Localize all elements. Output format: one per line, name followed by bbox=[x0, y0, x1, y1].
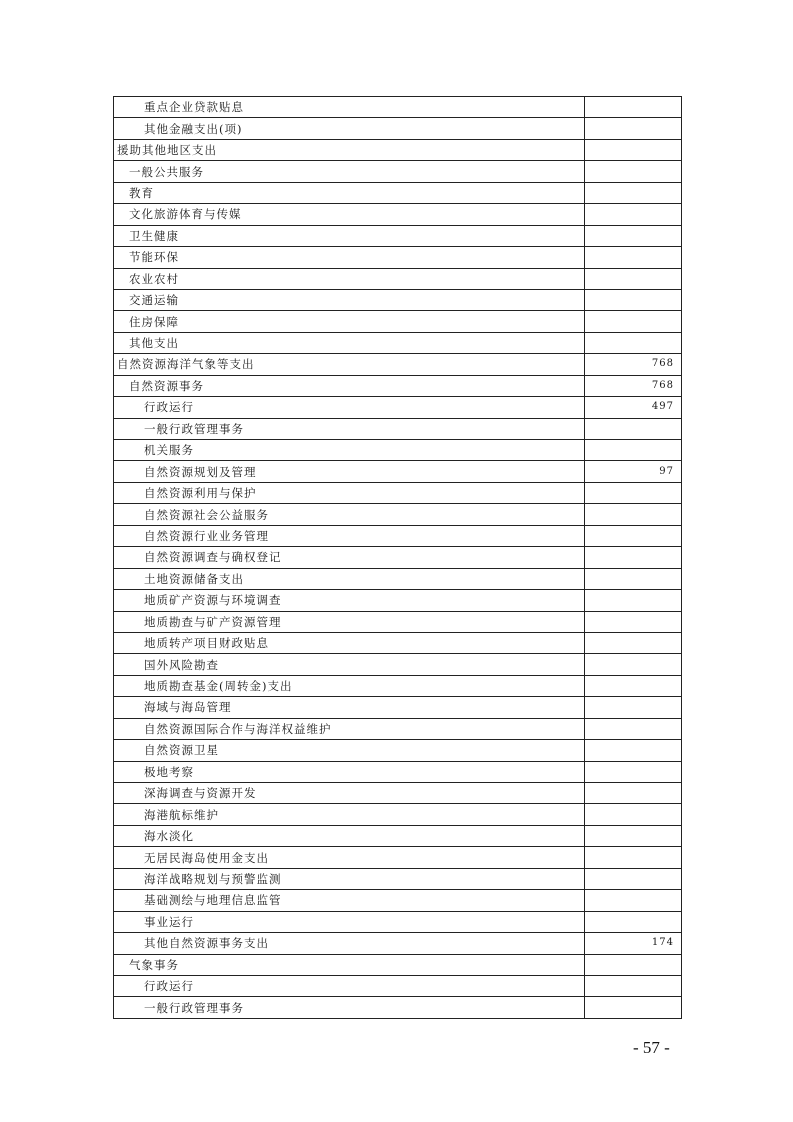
table-row bbox=[114, 354, 682, 375]
item-name-cell: 自然资源利用与保护 bbox=[114, 482, 585, 503]
item-name-cell: 自然资源事务 bbox=[114, 375, 585, 396]
amount-cell bbox=[585, 289, 682, 310]
amount-cell bbox=[585, 225, 682, 246]
table-row bbox=[114, 611, 682, 632]
page-number: - 57 - bbox=[633, 1038, 670, 1057]
amount-cell bbox=[585, 868, 682, 889]
amount-cell bbox=[585, 632, 682, 653]
table-row bbox=[114, 268, 682, 289]
amount-cell: 768 bbox=[585, 354, 682, 375]
table-row bbox=[114, 654, 682, 675]
amount-cell bbox=[585, 783, 682, 804]
amount-cell bbox=[585, 311, 682, 332]
amount-cell bbox=[585, 954, 682, 975]
item-name-cell: 重点企业贷款贴息 bbox=[114, 97, 585, 118]
item-name-cell: 节能环保 bbox=[114, 247, 585, 268]
table-row bbox=[114, 139, 682, 160]
item-name-cell: 一般行政管理事务 bbox=[114, 997, 585, 1018]
amount-cell bbox=[585, 761, 682, 782]
amount-cell: 497 bbox=[585, 397, 682, 418]
table-row bbox=[114, 525, 682, 546]
amount-cell bbox=[585, 418, 682, 439]
item-name-cell: 地质矿产资源与环境调查 bbox=[114, 590, 585, 611]
item-name-cell: 行政运行 bbox=[114, 975, 585, 996]
table-row bbox=[114, 204, 682, 225]
amount-cell bbox=[585, 268, 682, 289]
amount-cell bbox=[585, 97, 682, 118]
item-name-cell: 气象事务 bbox=[114, 954, 585, 975]
amount-cell: 768 bbox=[585, 375, 682, 396]
amount-cell bbox=[585, 568, 682, 589]
table-row bbox=[114, 97, 682, 118]
item-name-cell: 地质勘查与矿产资源管理 bbox=[114, 611, 585, 632]
table-row bbox=[114, 933, 682, 954]
amount-cell bbox=[585, 161, 682, 182]
amount-cell bbox=[585, 697, 682, 718]
table-row bbox=[114, 332, 682, 353]
amount-cell bbox=[585, 332, 682, 353]
table-row bbox=[114, 375, 682, 396]
item-name-cell: 自然资源行业业务管理 bbox=[114, 525, 585, 546]
budget-table bbox=[113, 96, 682, 1019]
item-name-cell: 其他支出 bbox=[114, 332, 585, 353]
amount-cell bbox=[585, 204, 682, 225]
amount-cell bbox=[585, 890, 682, 911]
amount-cell bbox=[585, 482, 682, 503]
amount-cell bbox=[585, 182, 682, 203]
table-row bbox=[114, 118, 682, 139]
item-name-cell: 农业农村 bbox=[114, 268, 585, 289]
amount-cell bbox=[585, 611, 682, 632]
item-name-cell: 土地资源储备支出 bbox=[114, 568, 585, 589]
amount-cell bbox=[585, 547, 682, 568]
item-name-cell: 无居民海岛使用金支出 bbox=[114, 847, 585, 868]
item-name-cell: 卫生健康 bbox=[114, 225, 585, 246]
table-body bbox=[114, 97, 682, 1019]
item-name-cell: 基础测绘与地理信息监管 bbox=[114, 890, 585, 911]
table-row bbox=[114, 397, 682, 418]
item-name-cell: 国外风险勘查 bbox=[114, 654, 585, 675]
item-name-cell: 教育 bbox=[114, 182, 585, 203]
amount-cell bbox=[585, 740, 682, 761]
item-name-cell: 海域与海岛管理 bbox=[114, 697, 585, 718]
table-row bbox=[114, 311, 682, 332]
table-row bbox=[114, 675, 682, 696]
amount-cell bbox=[585, 525, 682, 546]
table-row bbox=[114, 847, 682, 868]
item-name-cell: 自然资源国际合作与海洋权益维护 bbox=[114, 718, 585, 739]
table-row bbox=[114, 761, 682, 782]
amount-cell bbox=[585, 975, 682, 996]
table-row bbox=[114, 504, 682, 525]
item-name-cell: 海洋战略规划与预警监测 bbox=[114, 868, 585, 889]
amount-cell bbox=[585, 654, 682, 675]
item-name-cell: 其他金融支出(项) bbox=[114, 118, 585, 139]
amount-cell: 174 bbox=[585, 933, 682, 954]
amount-cell: 97 bbox=[585, 461, 682, 482]
table-row bbox=[114, 632, 682, 653]
amount-cell bbox=[585, 675, 682, 696]
item-name-cell: 住房保障 bbox=[114, 311, 585, 332]
item-name-cell: 自然资源社会公益服务 bbox=[114, 504, 585, 525]
amount-cell bbox=[585, 911, 682, 932]
table-row bbox=[114, 225, 682, 246]
table-row bbox=[114, 590, 682, 611]
amount-cell bbox=[585, 118, 682, 139]
table-row bbox=[114, 911, 682, 932]
amount-cell bbox=[585, 440, 682, 461]
item-name-cell: 地质转产项目财政贴息 bbox=[114, 632, 585, 653]
table-row bbox=[114, 954, 682, 975]
item-name-cell: 其他自然资源事务支出 bbox=[114, 933, 585, 954]
item-name-cell: 一般公共服务 bbox=[114, 161, 585, 182]
amount-cell bbox=[585, 825, 682, 846]
table-row bbox=[114, 247, 682, 268]
table-row bbox=[114, 718, 682, 739]
amount-cell bbox=[585, 139, 682, 160]
item-name-cell: 援助其他地区支出 bbox=[114, 139, 585, 160]
table-row bbox=[114, 161, 682, 182]
table-row bbox=[114, 825, 682, 846]
amount-cell bbox=[585, 997, 682, 1018]
table-row bbox=[114, 482, 682, 503]
table-row bbox=[114, 461, 682, 482]
table-row bbox=[114, 868, 682, 889]
table-row bbox=[114, 740, 682, 761]
table-row bbox=[114, 440, 682, 461]
amount-cell bbox=[585, 718, 682, 739]
table-row bbox=[114, 804, 682, 825]
table-row bbox=[114, 182, 682, 203]
item-name-cell: 自然资源规划及管理 bbox=[114, 461, 585, 482]
item-name-cell: 极地考察 bbox=[114, 761, 585, 782]
amount-cell bbox=[585, 247, 682, 268]
table-row bbox=[114, 975, 682, 996]
table-row bbox=[114, 289, 682, 310]
item-name-cell: 行政运行 bbox=[114, 397, 585, 418]
item-name-cell: 一般行政管理事务 bbox=[114, 418, 585, 439]
table-row bbox=[114, 783, 682, 804]
item-name-cell: 文化旅游体育与传媒 bbox=[114, 204, 585, 225]
item-name-cell: 地质勘查基金(周转金)支出 bbox=[114, 675, 585, 696]
amount-cell bbox=[585, 804, 682, 825]
item-name-cell: 自然资源调查与确权登记 bbox=[114, 547, 585, 568]
item-name-cell: 自然资源海洋气象等支出 bbox=[114, 354, 585, 375]
item-name-cell: 海港航标维护 bbox=[114, 804, 585, 825]
amount-cell bbox=[585, 847, 682, 868]
item-name-cell: 海水淡化 bbox=[114, 825, 585, 846]
table-row bbox=[114, 568, 682, 589]
table-row bbox=[114, 418, 682, 439]
item-name-cell: 机关服务 bbox=[114, 440, 585, 461]
table-row bbox=[114, 547, 682, 568]
item-name-cell: 交通运输 bbox=[114, 289, 585, 310]
table-row bbox=[114, 997, 682, 1018]
table-row bbox=[114, 890, 682, 911]
table-row bbox=[114, 697, 682, 718]
amount-cell bbox=[585, 504, 682, 525]
amount-cell bbox=[585, 590, 682, 611]
item-name-cell: 自然资源卫星 bbox=[114, 740, 585, 761]
item-name-cell: 事业运行 bbox=[114, 911, 585, 932]
item-name-cell: 深海调查与资源开发 bbox=[114, 783, 585, 804]
